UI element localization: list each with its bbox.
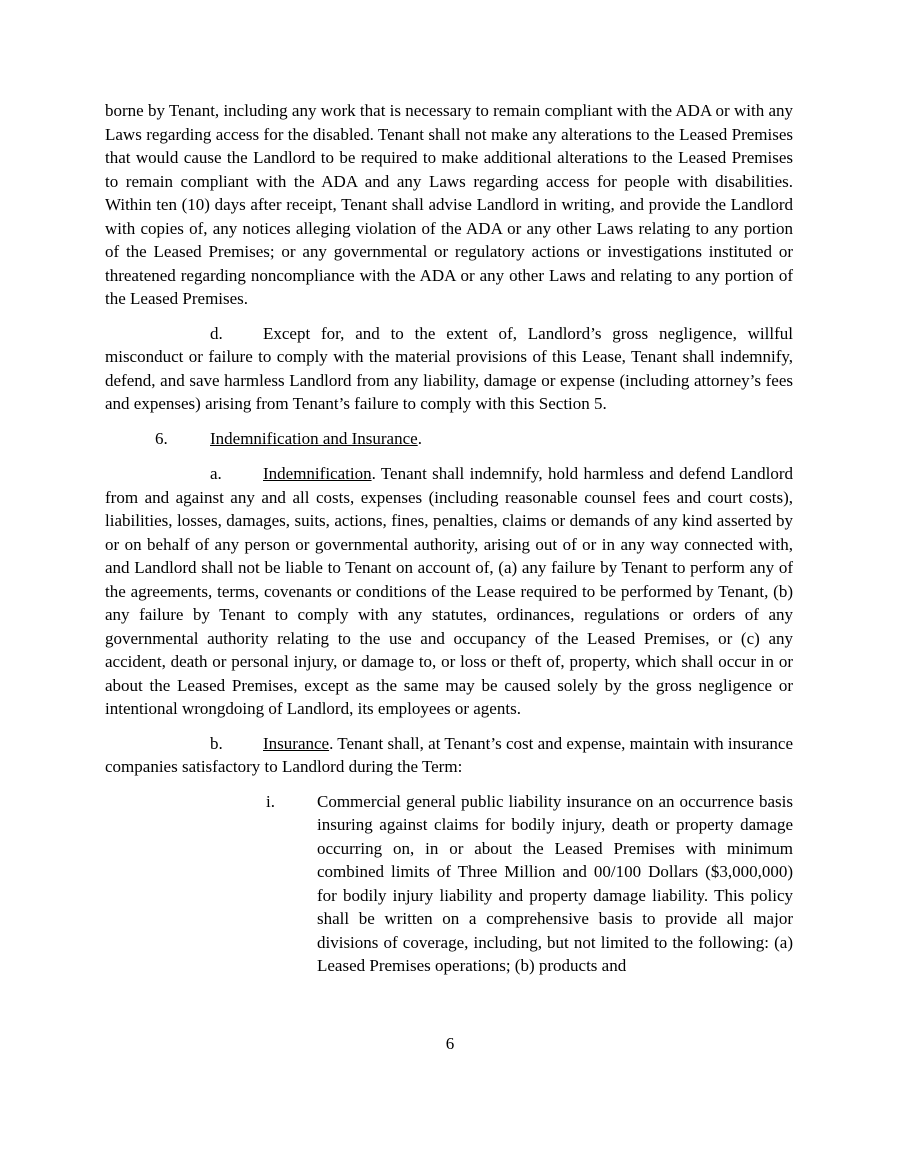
section-6-number: 6. [155,428,168,448]
clause-d-label: d. [210,323,223,343]
paragraph-clause-b [105,732,793,779]
paragraph-ada-continuation: borne by Tenant, including any work that is necessary to remain compliant with the ADA or with any Laws regarding access for the disabled. Tenant shall not make any alterations to the Leased Premises that would cause the Landlord to be required to make additional alterations to the Leased Premises to remain compliant with the ADA and any Laws regarding access for people with disabilities. Within ten (10) days after receipt, Tenant shall advise Landlord in writing, and provide the Landlord with copies of, any notices alleging violation of the ADA or any other Laws relating to any portion of the Leased Premises; or any governmental or regulatory actions or investigations instituted or threatened regarding noncompliance with the ADA or any other Laws and relating to any portion of the Leased Premises. [105,101,793,308]
paragraph-clause-a [105,462,793,721]
clause-b-text: . Tenant shall, at Tenant’s cost and expense, maintain with insurance companies satisfactory to Landlord during the Term: [105,733,793,776]
paragraph-clause-d [105,322,793,416]
clause-a-text: . Tenant shall indemnify, hold harmless and defend Landlord from and against any and all costs, expenses (including reasonable counsel fees and court costs), liabilities, losses, damages, suits, actions, fines, penalties, claims or demands of any kind asserted by or on behalf of any person or governmental authority, arising out of or in any way connected with, and Landlord shall not be liable to Tenant on account of, (a) any failure by Tenant to perform any of the agreements, terms, covenants or conditions of the Lease required to be performed by Tenant, (b) any failure by Tenant to comply with any statutes, ordinances, regulations or orders of any governmental authority relating to the use and occupancy of the Leased Premises, or (c) any accident, death or personal injury, or damage to, or loss or theft of, property, which shall occur in or about the Leased Premises, except as the same may be caused solely by the gross negligence or intentional wrongdoing of Landlord, its employees or agents. [105,464,793,718]
clause-b-label: b. [210,733,223,753]
section-6-title: Indemnification and Insurance [210,428,418,448]
section-6-heading [105,427,793,451]
clause-a-label: a. [210,464,222,483]
document-content [105,99,793,989]
item-i-text: Commercial general public liability insurance on an occurrence basis insuring against claims for bodily injury, death or property damage occurring on, in or about the Leased Premises with minimum combined limits of Three Million and 00/100 Dollars ($3,000,000) for bodily injury liability and property damage liability. This policy shall be written on a comprehensive basis to provide all major divisions of coverage, including, but not limited to the following: (a) Leased Premises operations; (b) products and [317,791,793,975]
item-i-label: i. [266,791,275,811]
clause-a-heading: Indemnification [263,464,372,483]
section-6-period: . [417,428,422,448]
clause-b-heading: Insurance [263,733,330,753]
list-item-i [266,790,793,978]
clause-d-text: Except for, and to the extent of, Landlord’s gross negligence, willful misconduct or failure to comply with the material provisions of this Lease, Tenant shall indemnify, defend, and save harmless Landlord from any liability, damage or expense (including attorney’s fees and expenses) arising from Tenant’s failure to comply with this Section 5. [105,323,793,413]
page-number: 6 [445,1034,455,1053]
